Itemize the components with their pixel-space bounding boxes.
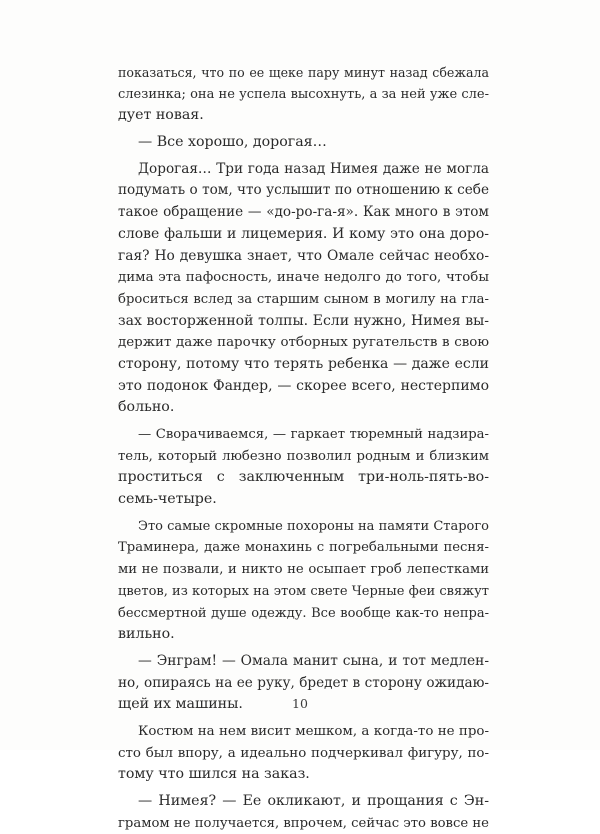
text-line: но, опираясь на ее руку, бредет в сторону ожидаю- — [118, 674, 489, 691]
text-line: такое обращение — «до-ро-га-я». Как много в этом — [118, 204, 489, 221]
paragraph — [118, 159, 489, 419]
text-line: показаться, что по ее щеке пару минут назад сбежала — [118, 65, 489, 80]
text-line: гая? Но девушка знает, что Омале сейчас необхо- — [118, 247, 489, 264]
text-line: Костюм на нем висит мешком, а когда-то не про- — [138, 723, 489, 739]
text-line: бессмертной душе одежду. Все вообще как-то непра- — [118, 605, 489, 621]
text-line: — Нимея? — Ее окликают, и прощания с Эн- — [138, 793, 489, 809]
text-line: тому что шился на заказ. — [118, 766, 310, 783]
text-line: Это самые скромные похороны на памяти Старого — [138, 518, 489, 534]
text-line: Дорогая… Три года назад Нимея даже не могла — [138, 160, 489, 177]
text-line: это подонок Фандер, — скорее всего, нестерпимо — [118, 377, 489, 394]
text-line: проститься с заключенным три-ноль-пять-во- — [118, 469, 489, 486]
text-line: держит даже парочку отборных ругательств в свою — [118, 335, 489, 351]
text-line: дует новая. — [118, 107, 204, 124]
text-line: вильно. — [118, 626, 175, 643]
text-line: тель, который любезно позволил родным и близким — [118, 448, 489, 464]
paragraph — [118, 721, 489, 786]
text-line: броситься вслед за старшим сыном в могилу на гла- — [118, 291, 489, 307]
text-line: слове фальши и лицемерия. И кому это она доро- — [118, 225, 489, 242]
text-line: сто был впору, а идеально подчеркивал фигуру, по- — [118, 745, 489, 761]
text-line: — Сворачиваемся, — гаркает тюремный надзира- — [138, 427, 489, 442]
text-line: зах восторженной толпы. Если нужно, Нимея вы- — [118, 312, 489, 329]
text-line: цветов, из которых на этом свете Черные феи свяжут — [118, 583, 489, 599]
paragraph — [118, 424, 489, 511]
text-line: слезинка; она не успела высохнуть, а за ней уже сле- — [118, 86, 489, 102]
text-line: щей их машины. — [118, 696, 243, 713]
text-line: сторону, потому что терять ребенка — даже если — [118, 355, 489, 372]
text-line: — Энграм! — Омала манит сына, и тот медлен- — [138, 652, 489, 669]
paragraph — [118, 791, 489, 834]
paragraph — [118, 132, 489, 154]
text-line: — Все хорошо, дорогая… — [138, 134, 327, 151]
page-number: 10 — [292, 696, 308, 711]
paragraph — [118, 516, 489, 646]
body-text — [118, 62, 489, 834]
text-line: Траминера, даже монахинь с погребальными песня- — [118, 540, 489, 556]
text-line: дима эта пафосность, иначе недолго до того, чтобы — [118, 270, 489, 286]
text-line: больно. — [118, 399, 175, 416]
text-line: подумать о том, что услышит по отношению к себе — [118, 182, 489, 199]
text-line: грамом не получается, впрочем, сейчас это вовсе не — [118, 815, 489, 831]
paragraph — [118, 62, 489, 127]
text-line: семь-четыре. — [118, 491, 217, 508]
text-line: ми не позвали, и никто не осыпает гроб лепестками — [118, 562, 489, 578]
